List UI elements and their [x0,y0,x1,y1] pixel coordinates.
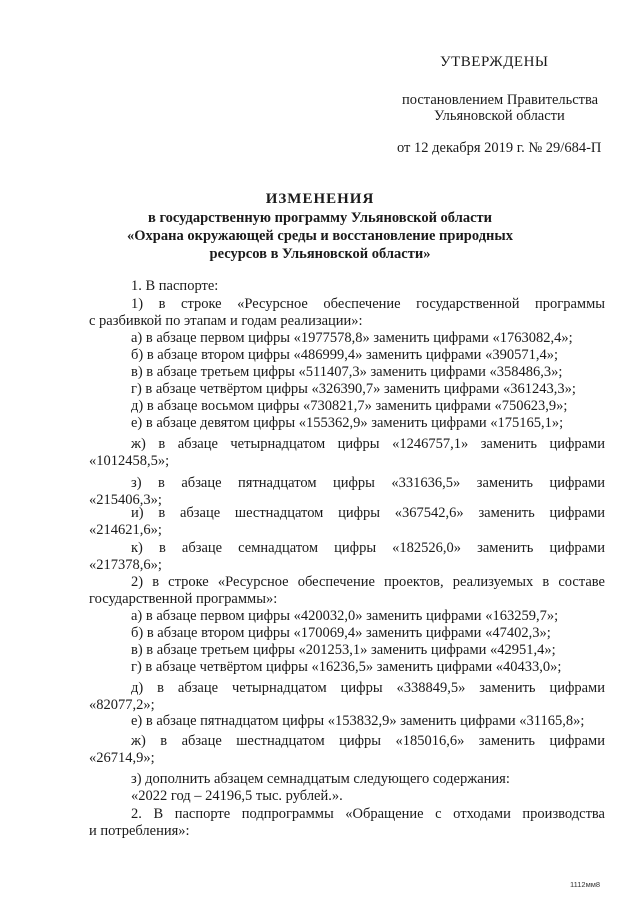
list-item: б) в абзаце втором цифры «486999,4» заменить цифрами «390571,4»; [131,347,558,363]
approval-line-2: Ульяновской области [434,108,565,124]
list-item: г) в абзаце четвёртом цифры «16236,5» заменить цифрами «40433,0»; [131,659,562,675]
approval-line-1: постановлением Правительства [402,92,599,108]
list-item-continuation: «26714,9»; [89,750,155,766]
list-item: в) в абзаце третьем цифры «201253,1» заменить цифрами «42951,4»; [131,642,556,658]
list-item: з) дополнить абзацем семнадцатым следующего содержания: [131,771,510,787]
approval-title: УТВЕРЖДЕНЫ [440,54,549,70]
document-stamp-code: 1112мм8 [570,880,601,889]
paragraph-line: и потребления»: [89,823,190,839]
list-item-continuation: «214621,6»; [89,522,162,538]
document-subtitle-3: ресурсов в Ульяновской области» [209,246,431,262]
list-item: и) в абзаце шестнадцатом цифры «367542,6» заменить цифрами [131,505,605,521]
section-2-heading: 2. В паспорте подпрограммы «Обращение с отходами производства [131,806,605,822]
quoted-text: «2022 год – 24196,5 тыс. рублей.». [131,788,343,804]
list-item: д) в абзаце восьмом цифры «730821,7» заменить цифрами «750623,9»; [131,398,568,414]
list-item-continuation: «82077,2»; [89,697,155,713]
list-item: а) в абзаце первом цифры «1977578,8» заменить цифрами «1763082,4»; [131,330,573,346]
paragraph-line: 1) в строке «Ресурсное обеспечение государственной программы [131,296,605,312]
paragraph-line: государственной программы»: [89,591,278,607]
list-item: е) в абзаце пятнадцатом цифры «153832,9» заменить цифрами «31165,8»; [131,713,585,729]
document-subtitle-1: в государственную программу Ульяновской области [147,210,492,226]
paragraph-line: с разбивкой по этапам и годам реализации»: [89,313,363,329]
list-item-continuation: «217378,6»; [89,557,162,573]
list-item: е) в абзаце девятом цифры «155362,9» заменить цифрами «175165,1»; [131,415,564,431]
list-item: ж) в абзаце четырнадцатом цифры «1246757,1» заменить цифрами [131,436,605,452]
section-1-heading: 1. В паспорте: [131,278,219,294]
document-subtitle-2: «Охрана окружающей среды и восстановление природных [127,228,513,244]
approval-line-3: от 12 декабря 2019 г. № 29/684-П [397,140,602,156]
list-item: к) в абзаце семнадцатом цифры «182526,0» заменить цифрами [131,540,605,556]
list-item-continuation: «1012458,5»; [89,453,170,469]
list-item: з) в абзаце пятнадцатом цифры «331636,5» заменить цифрами [131,475,605,491]
document-title: ИЗМЕНЕНИЯ [265,191,375,207]
list-item: б) в абзаце втором цифры «170069,4» заменить цифрами «47402,3»; [131,625,551,641]
list-item: в) в абзаце третьем цифры «511407,3» заменить цифрами «358486,3»; [131,364,563,380]
list-item: г) в абзаце четвёртом цифры «326390,7» заменить цифрами «361243,3»; [131,381,576,397]
list-item: ж) в абзаце шестнадцатом цифры «185016,6» заменить цифрами [131,733,605,749]
paragraph-line: 2) в строке «Ресурсное обеспечение проектов, реализуемых в составе [131,574,605,590]
list-item: д) в абзаце четырнадцатом цифры «338849,5» заменить цифрами [131,680,605,696]
list-item: а) в абзаце первом цифры «420032,0» заменить цифрами «163259,7»; [131,608,559,624]
list-item-continuation: «215406,3»; [89,492,162,508]
